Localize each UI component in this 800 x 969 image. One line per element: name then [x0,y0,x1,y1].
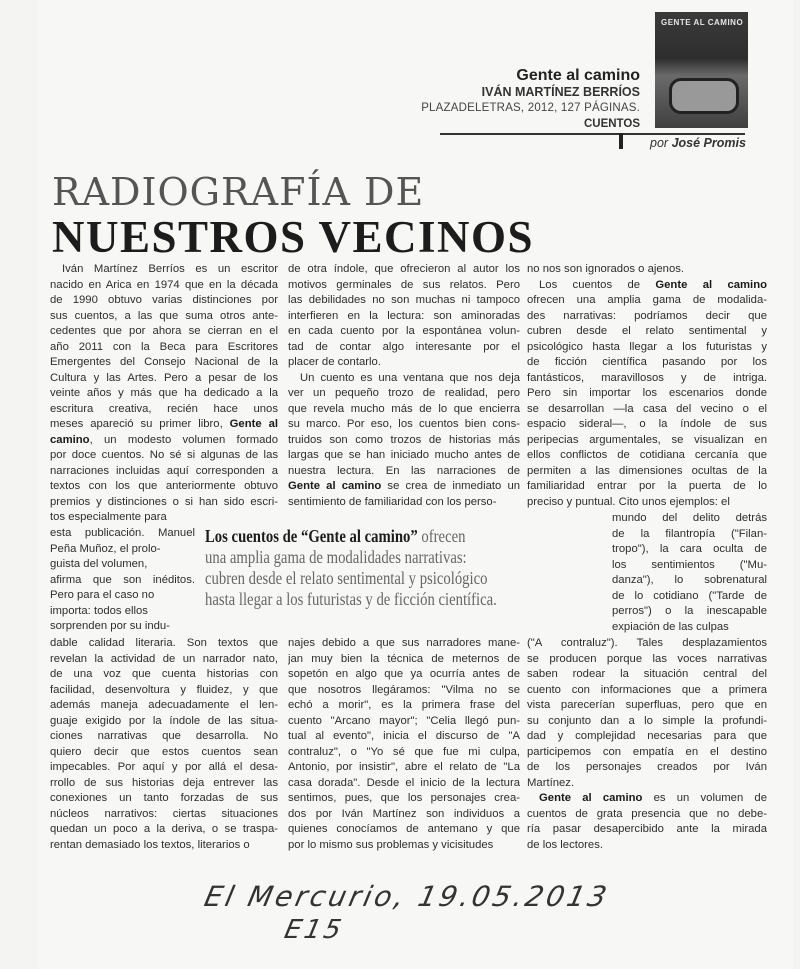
text-line [50,698,278,714]
text-line [288,745,520,761]
headline-line-2: NUESTROS VECINOS [52,212,535,262]
book-genre: CUENTOS [583,118,640,130]
text-segment: cuento con informaciones que a primera [527,683,767,696]
text-segment: ofrecen una amplia gama de modalida- [527,294,767,306]
column-left-c [50,636,278,853]
text-line [50,386,278,402]
text-line [288,495,520,511]
text-segment: de otra índole, que ofrecieron al autor los [288,263,520,275]
text-segment: perros") o la inescapable [612,605,767,617]
text-line [288,652,520,668]
text-segment: en cada cuento por la espontánea volun- [288,325,520,337]
text-line [527,714,767,730]
text-line [50,510,278,526]
text-line [527,729,767,745]
pull-quote [205,526,590,610]
text-segment: des narrativas: podríamos decir que [527,309,767,322]
text-segment: sus cuentos, a las que suma otros ante- [50,309,278,322]
text-line [50,760,278,776]
text-segment: premios y distinciones o si han sido escri- [50,495,278,508]
text-line [288,278,520,294]
byline-prefix: por [650,136,669,150]
text-line [527,433,767,449]
text-segment: najes debido a que sus narradores mane- [288,637,520,649]
text-line [288,636,520,652]
text-segment: , un modesto volumen formado [89,433,278,446]
text-line [288,448,520,464]
text-segment: por doce cuentos. No sé si algunas de las [50,449,278,461]
text-line [288,433,520,449]
text-segment: sentimos, pues, que los personajes crea- [288,792,520,804]
byline-author: José Promis [671,136,746,150]
text-line [288,309,520,325]
text-line [50,278,278,294]
text-segment: expiación de las culpas [612,620,729,633]
text-segment: de 1990 obtuvo varias distinciones por [50,294,278,306]
text-segment: espacio sideral—, o la índole de sus [527,418,767,430]
text-line [612,604,767,620]
text-segment: cuento "Arcano mayor"; "Celia llegó pun- [288,714,520,727]
text-line [527,667,767,683]
text-segment: nacido en Arica en 1974 que en la década [50,278,278,291]
text-segment: veinte años y más que ha dedicado a la [50,387,278,399]
byline [650,136,746,150]
text-line [50,464,278,480]
text-segment: textos con los que anteriormente obtuvo [50,480,278,492]
text-segment: truidos son como trozos de historias más [288,433,520,446]
text-segment: conexiones un tanto forzadas de sus [50,792,278,804]
text-line [527,309,767,325]
text-line [527,324,767,340]
text-line [288,386,520,402]
text-line [288,402,520,418]
text-segment: vista parecerían superfluas, pero que en [527,699,767,711]
text-segment: las debilidades no son muchas ni tampoco [288,294,520,306]
text-line [527,417,767,433]
text-segment: ciones narrativas que desarrolla. No [50,730,278,742]
text-segment: mundo del delito detrás [612,512,767,524]
text-segment: dos por Iván Martínez son individuos a [288,807,520,820]
text-line [288,355,520,371]
text-segment: por lo mismo sus problemas y vicisitudes [288,838,494,851]
book-title: Gente al camino [516,67,640,84]
pull-quote-bold: Los cuentos de “Gente al camino” [205,526,418,546]
text-line [288,822,520,838]
text-line [50,324,278,340]
text-segment: revelan la actividad de un narrador nato, [50,652,278,665]
text-segment: preciso y puntual. Cito unos ejemplos: el [527,495,730,508]
text-segment: de la filantropía ("Filan- [612,527,767,540]
text-segment: de los personajes creados por Iván [527,761,767,773]
divider [440,133,745,135]
text-segment: peripecias argumentales, se visualizan en [527,433,767,446]
text-line [527,636,767,652]
text-segment: cubren desde el relato sentimental y [527,325,767,337]
text-line [527,464,767,480]
text-segment: año 2011 con la Beca para Escritores [50,340,278,353]
text-segment: impecables. Por aquí y por allá el desa- [50,761,278,773]
text-segment: Pero para el caso no [50,589,155,601]
text-line [527,683,767,699]
text-segment: Un cuento es una ventana que nos deja [300,371,520,384]
text-segment: permiten a las dimensiones ocultas de la [527,464,767,477]
text-segment: contraluz", o "Yo sé que fue mi culpa, [288,745,520,758]
text-segment: sorprenden por su indu- [50,620,170,632]
pull-quote-line: una amplia gama de modalidades narrativas: [205,547,467,567]
text-segment: cuentos de grata presencia que no debe- [527,807,767,820]
text-line [612,511,767,527]
column-left-a [50,262,278,526]
text-line [527,386,767,402]
text-line [50,448,278,464]
text-line [50,402,278,418]
text-segment: echó a morir", es la primera frase del [288,699,520,711]
divider-tick [619,133,623,149]
text-line [50,604,195,620]
text-line [288,262,520,278]
text-segment: casa dorada". Desde el inicio de la lectura [288,776,520,789]
text-line [527,355,767,371]
text-line [527,760,767,776]
book-title-bold: camino [50,433,90,446]
column-middle-a [288,262,520,510]
text-line [288,729,520,745]
text-line [288,807,520,823]
text-line [50,652,278,668]
book-author: IVÁN MARTÍNEZ BERRÍOS [481,85,640,99]
handwritten-source-note: El Mercurio, 19.05.2013 [201,880,613,913]
text-segment: se producen porque las voces narrativas [527,652,767,665]
text-segment: ("A contraluz"). Tales desplazamientos [527,637,767,649]
text-segment: su conjunto dan a lo simple la profundi- [527,714,767,727]
text-line [527,838,767,854]
text-segment: cedentes que por ahora se cierran en el [50,325,278,337]
text-line [50,588,195,604]
text-segment: núcleos narrativos: ciertas situaciones [50,807,278,820]
text-segment: rrollo de sus historias deja entrever las [50,776,278,789]
pull-quote-line: cubren desde el relato sentimental y psicológico [205,568,488,588]
text-segment: dad y complejidad necesarias para que [527,730,767,742]
text-segment: Cultura y las Artes. Pero a pesar de los [50,371,278,384]
text-line [527,652,767,668]
text-line [527,340,767,356]
book-title-bold: Gente al [229,418,278,430]
book-title-bold: Gente al camino [539,792,643,804]
text-segment: sentimiento de familiaridad con los perso- [288,495,497,508]
text-line [288,760,520,776]
text-segment: sopetón en algo que ya ocurría antes de [288,668,520,680]
text-segment: importa: todos ellos [50,604,148,617]
text-line [612,558,767,574]
book-publisher: PLAZADELETRAS, 2012, 127 PÁGINAS. [421,102,640,114]
text-line [612,527,767,543]
text-line [50,479,278,495]
text-line [50,729,278,745]
text-segment: danza"), lo sobrenatural [612,574,767,586]
text-line [50,667,278,683]
text-segment: interfieren en la lectura: son aminoradas [288,309,520,322]
text-segment: su marco. Por eso, los cuentos bien cons- [288,418,520,430]
text-line [288,340,520,356]
text-line [288,667,520,683]
column-right-c [527,636,767,853]
text-line [612,573,767,589]
text-line [612,589,767,605]
book-title-bold: Gente al camino [288,480,382,492]
text-segment: Peña Muñoz, el prolo- [50,542,161,555]
text-line [527,776,767,792]
text-segment: Pero sin importar los escenarios donde [527,387,767,399]
text-segment: participemos con empatía en el destino [527,745,767,758]
text-segment: además maneja adecuadamente el len- [50,699,278,711]
text-line [527,495,767,511]
text-segment: fantásticos, maravillosos y de intriga. [527,371,767,384]
text-line [288,464,520,480]
text-line [50,293,278,309]
text-line [288,776,520,792]
text-segment: saben rodear la situación central del [527,668,767,680]
text-line [527,479,767,495]
text-line [50,526,195,542]
text-line [50,822,278,838]
text-line [50,776,278,792]
text-line [50,683,278,699]
text-segment: quienes conocíamos de antemano y que [288,823,520,835]
text-segment: ellos conflictos de cotidiana cercanía que [527,449,767,461]
text-line [527,791,767,807]
text-segment: no nos son ignorados o ajenos. [527,263,685,275]
text-line [50,791,278,807]
text-line [288,714,520,730]
text-segment: es un volumen de [642,792,767,804]
column-right-a [527,262,767,510]
text-line [288,324,520,340]
text-line [50,636,278,652]
text-line [288,838,520,854]
text-segment: psicológico hasta llegar a los futuristas y [527,340,767,353]
column-left-b [50,526,195,635]
text-line [527,745,767,761]
text-line [50,355,278,371]
text-line [50,340,278,356]
car-illustration [669,78,739,114]
text-line [50,495,278,511]
text-line [527,293,767,309]
text-segment: ver un pequeño trozo de realidad, pero [288,387,520,399]
text-line [527,698,767,714]
text-segment: tad de contar algo interesante por el [288,340,520,353]
book-info [421,68,640,132]
text-line [50,619,195,635]
text-line [288,791,520,807]
text-line [50,371,278,387]
text-segment: Martínez. [527,776,575,789]
column-right-b [612,511,767,635]
text-segment: que revela mucho más de lo que encierra [288,402,520,415]
book-title-bold: Gente al camino [655,278,767,291]
text-segment: placer de contarlo. [288,356,381,368]
text-line [50,557,195,573]
text-segment: Iván Martínez Berríos es un escritor [62,263,278,275]
text-segment: guaje exigido por la índole de las situa- [50,714,278,727]
book-cover-image [655,12,748,128]
text-segment: de lo cotidiano ("Tarde de [612,589,767,602]
text-segment: se desarrollan —la casa del vecino o el [527,402,767,415]
text-segment: tual al evento", inicia el discurso de "A [288,730,520,742]
text-segment: largas que se han iniciado mucho antes de [288,449,520,461]
text-segment: tos especialmente para [50,511,167,523]
text-segment: Antonio, por insistir", abre el relato de "La [288,761,520,773]
text-line [50,745,278,761]
column-middle-b [288,636,520,853]
text-line [50,573,195,589]
text-line [612,542,767,558]
text-segment: se crea de inmediato un [381,480,520,492]
text-segment: rentan demasiado los textos, literarios o [50,838,250,851]
text-line [50,542,195,558]
pull-quote-text: ofrecen [417,526,466,546]
text-line [50,714,278,730]
text-line [527,448,767,464]
text-segment: Los cuentos de [539,278,656,291]
pull-quote-line: hasta llegar a los futuristas y de ficción científica. [205,589,497,609]
text-line [288,371,520,387]
text-line [527,402,767,418]
text-line [288,683,520,699]
text-segment: meses apareció su primer libro, [50,418,230,430]
text-segment: narraciones incluidas aquí corresponden a [50,464,278,477]
text-segment: escritura creativa, recién hace unos [50,402,278,415]
book-cover-title: GENTE AL CAMINO [661,18,744,27]
text-segment: afirma que son inéditos. [50,573,195,586]
text-segment: los sentimientos ("Mu- [612,558,767,571]
text-line [50,262,278,278]
text-line [50,838,278,854]
text-line [527,807,767,823]
text-line [527,262,767,278]
text-line [612,620,767,636]
text-segment: Emergentes del Consejo Nacional de la [50,356,278,368]
text-segment: guista del volumen, [50,558,148,570]
text-segment: jan muy bien la técnica de meternos de [288,652,520,665]
text-segment: esta publicación. Manuel [50,527,195,539]
text-segment: facilidad, desenvoltura y fluidez, y que [50,683,278,696]
handwritten-page-note: E15 [281,915,347,945]
text-segment: quedan un poco a la deriva, o se traspa- [50,823,278,835]
text-line [50,433,278,449]
text-segment: familiaridad entrar por la puerta de lo [527,480,767,492]
text-segment: de una voz que cuenta historias con [50,668,278,680]
text-line [288,698,520,714]
text-segment: de ficción científica pasando por los [527,356,767,368]
text-line [527,371,767,387]
text-line [50,807,278,823]
text-segment: tropo"), la cara oculta de [612,543,767,555]
text-line [50,309,278,325]
text-segment: nuestra lectura. En las narraciones de [288,464,520,477]
headline-line-1: RADIOGRAFÍA DE [52,170,425,214]
text-segment: ría pasar desapercibido ante la mirada [527,823,767,835]
text-line [50,417,278,433]
text-segment: quiero decir que estos cuentos sean [50,745,278,758]
text-line [527,822,767,838]
text-segment: de los lectores. [527,838,603,851]
text-segment: dable calidad literaria. Son textos que [50,637,278,649]
text-segment: que nosotros llegáramos: "Vilma no se [288,683,520,696]
text-segment: motivos germinales de sus relatos. Pero [288,278,520,291]
text-line [288,417,520,433]
text-line [288,479,520,495]
text-line [527,278,767,294]
text-line [288,293,520,309]
